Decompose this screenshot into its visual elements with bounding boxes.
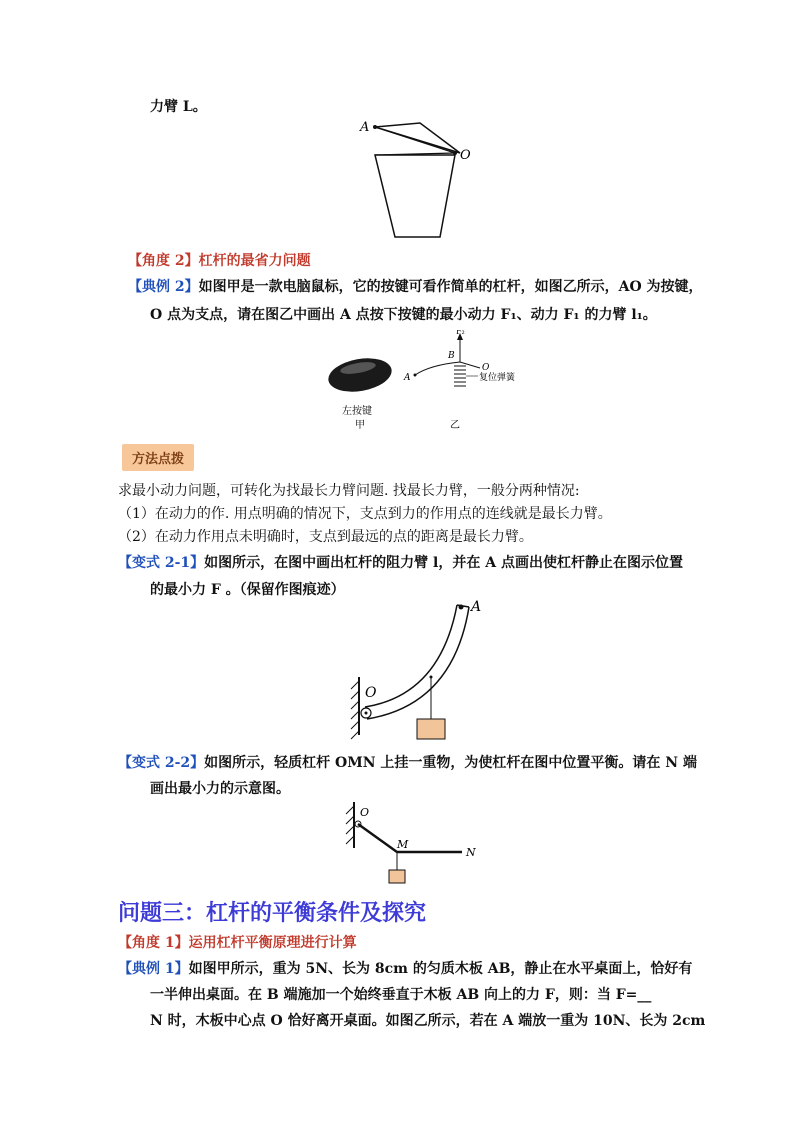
variant2-line-2: 画出最小力的示意图。: [150, 781, 290, 797]
mouse-caption: 左按键: [342, 406, 372, 417]
label-o2: O: [482, 363, 490, 373]
label-n: N: [466, 846, 476, 859]
example1-text: 如图甲所示，重为 5N、长为 8cm 的匀质木板 AB，静止在水平桌面上，恰好有: [188, 961, 693, 977]
angle1-title: 运用杠杆平衡原理进行计算: [188, 935, 357, 951]
figure-curved-lever: [345, 595, 505, 745]
angle-heading: [128, 250, 311, 270]
example1-tag: 【典例 1】: [118, 961, 189, 977]
variant-tag: 【变式 2-1】: [118, 555, 205, 571]
example1-line-1: [118, 958, 692, 978]
label-jia: 甲: [355, 420, 365, 430]
variant-text: 如图所示，在图中画出杠杆的阻力臂 l，并在 A 点画出使杠杆静止在图示位置: [204, 555, 683, 571]
variant2-tag: 【变式 2-2】: [118, 755, 205, 771]
label-o3: O: [365, 685, 377, 701]
variant-line-1: [118, 552, 683, 572]
label-a: A: [360, 120, 370, 135]
section-heading: 问题三：杠杆的平衡条件及探究: [118, 900, 427, 926]
variant-line-2: 的最小力 F 。（保留作图痕迹）: [150, 582, 345, 598]
example-line-2: O 点为支点，请在图乙中画出 A 点按下按键的最小动力 F₁、动力 F₁ 的力臂 l₁。: [150, 307, 657, 323]
angle-tag: 【角度 2】: [128, 253, 199, 269]
figure-cup-lever: [350, 115, 490, 245]
example1-line-2: 一半伸出桌面。在 B 端施加一个始终垂直于木板 AB 向上的力 F，则：当 F=__: [150, 987, 652, 1003]
example-line-1: [128, 276, 703, 296]
label-f2: F₂: [456, 330, 465, 336]
variant2-line-1: [118, 752, 697, 772]
figure-omn-lever: [340, 798, 490, 893]
spring-label: 复位弹簧: [479, 373, 516, 383]
text-line: 力臂 L。: [150, 99, 207, 115]
label-a2: A: [404, 373, 411, 383]
label-yi: 乙: [450, 420, 460, 430]
figure-mouse: [320, 330, 520, 430]
example-tag: 【典例 2】: [128, 279, 199, 295]
example1-line-3: N 时，木板中心点 O 恰好离开桌面。如图乙所示，若在 A 端放一重为 10N、长为 2cm: [150, 1013, 706, 1029]
method-badge: 方法点拨: [122, 444, 194, 471]
label-o4: O: [360, 806, 370, 819]
label-a3: A: [471, 599, 482, 615]
method-case-2: （2）在动力作用点未明确时，支点到最远的点的距离是最长力臂。: [118, 529, 533, 545]
angle1-tag: 【角度 1】: [118, 935, 189, 951]
method-paragraph: 求最小动力问题，可转化为找最长力臂问题. 找最长力臂，一般分两种情况:: [118, 483, 580, 499]
angle1-heading: [118, 932, 357, 952]
label-b: B: [448, 351, 455, 361]
label-o: O: [460, 148, 471, 163]
example-text: 如图甲是一款电脑鼠标，它的按键可看作简单的杠杆，如图乙所示，AO 为按键，: [198, 279, 703, 295]
label-m: M: [397, 838, 409, 851]
variant2-text: 如图所示，轻质杠杆 OMN 上挂一重物，为使杠杆在图中位置平衡。请在 N 端: [204, 755, 697, 771]
angle-title: 杠杆的最省力问题: [198, 253, 311, 269]
method-case-1: （1）在动力的作. 用点明确的情况下，支点到力的作用点的连线就是最长力臂。: [118, 506, 612, 522]
